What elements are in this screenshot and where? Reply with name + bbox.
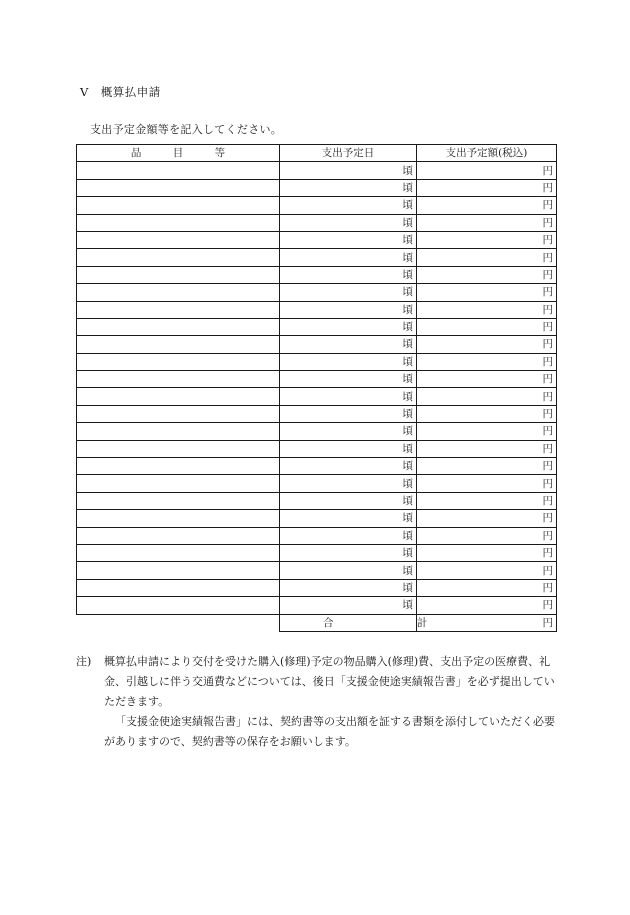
date-suffix: 頃 bbox=[402, 338, 413, 351]
table-row bbox=[77, 579, 557, 596]
amount-suffix: 円 bbox=[542, 268, 553, 281]
date-cell[interactable] bbox=[280, 527, 417, 544]
amount-cell[interactable] bbox=[417, 405, 557, 422]
amount-cell[interactable] bbox=[417, 458, 557, 475]
table-row bbox=[77, 423, 557, 440]
amount-suffix: 円 bbox=[542, 495, 553, 507]
date-suffix: 頃 bbox=[402, 390, 413, 403]
table-row bbox=[77, 388, 557, 405]
date-cell[interactable] bbox=[280, 562, 417, 579]
amount-cell[interactable] bbox=[417, 162, 557, 179]
date-cell[interactable] bbox=[280, 353, 417, 370]
date-cell[interactable] bbox=[280, 266, 417, 283]
table-row bbox=[77, 527, 557, 544]
item-cell[interactable] bbox=[77, 544, 280, 561]
amount-suffix: 円 bbox=[542, 321, 553, 334]
amount-cell[interactable] bbox=[417, 214, 557, 231]
total-label: 合 計 bbox=[280, 614, 417, 631]
date-cell[interactable] bbox=[280, 423, 417, 440]
date-suffix: 頃 bbox=[402, 408, 413, 421]
date-suffix: 頃 bbox=[402, 355, 413, 368]
date-cell[interactable] bbox=[280, 388, 417, 405]
amount-suffix: 円 bbox=[542, 216, 553, 229]
table-row bbox=[77, 197, 557, 214]
item-cell[interactable] bbox=[77, 353, 280, 370]
amount-suffix: 円 bbox=[542, 529, 553, 542]
note-paragraph-1: 概算払申請により交付を受けた購入(修理)予定の物品購入(修理)費、支出予定の医療費、礼金、引越しに伴う交通費などについては、後日「支援金使途実績報告書」を必ず提出していただきます。 bbox=[104, 655, 555, 708]
item-cell[interactable] bbox=[77, 423, 280, 440]
date-suffix: 頃 bbox=[402, 529, 413, 542]
instruction-text: 支出予定金額等を記入してください。 bbox=[90, 123, 283, 136]
table-row bbox=[77, 231, 557, 248]
amount-cell[interactable] bbox=[417, 336, 557, 353]
header-amount: 支出予定額(税込) bbox=[417, 145, 557, 162]
table-header-row bbox=[77, 145, 557, 162]
amount-cell[interactable] bbox=[417, 371, 557, 388]
section-heading bbox=[80, 84, 161, 100]
item-cell[interactable] bbox=[77, 440, 280, 457]
table-row bbox=[77, 562, 557, 579]
date-cell[interactable] bbox=[280, 301, 417, 318]
table-row bbox=[77, 510, 557, 527]
item-cell[interactable] bbox=[77, 266, 280, 283]
section-title: 概算払申請 bbox=[100, 85, 161, 99]
total-row bbox=[77, 614, 557, 631]
amount-suffix: 円 bbox=[542, 164, 553, 177]
amount-suffix: 円 bbox=[542, 599, 553, 612]
amount-cell[interactable] bbox=[417, 353, 557, 370]
date-cell[interactable] bbox=[280, 336, 417, 353]
table-row bbox=[77, 440, 557, 457]
date-suffix: 頃 bbox=[402, 216, 413, 229]
note-paragraph-2: 「支援金使途実績報告書」には、契約書等の支出額を証する書類を添付していただく必要がありますので、契約書等の保存をお願いします。 bbox=[104, 715, 555, 748]
item-cell[interactable] bbox=[77, 336, 280, 353]
date-suffix: 頃 bbox=[402, 181, 413, 194]
date-suffix: 頃 bbox=[402, 547, 413, 560]
date-cell[interactable] bbox=[280, 475, 417, 492]
date-cell[interactable] bbox=[280, 197, 417, 214]
amount-suffix: 円 bbox=[542, 181, 553, 194]
date-suffix: 頃 bbox=[402, 460, 413, 473]
item-cell[interactable] bbox=[77, 458, 280, 475]
amount-cell[interactable] bbox=[417, 179, 557, 196]
amount-suffix: 円 bbox=[542, 251, 553, 264]
amount-suffix: 円 bbox=[542, 355, 553, 368]
amount-cell[interactable] bbox=[417, 284, 557, 301]
table-row bbox=[77, 162, 557, 179]
item-cell[interactable] bbox=[77, 371, 280, 388]
amount-cell[interactable] bbox=[417, 579, 557, 596]
amount-cell[interactable] bbox=[417, 544, 557, 561]
date-suffix: 頃 bbox=[402, 564, 413, 577]
section-numeral: Ⅴ bbox=[80, 85, 89, 99]
expense-table bbox=[76, 144, 557, 632]
amount-cell[interactable] bbox=[417, 301, 557, 318]
date-cell[interactable] bbox=[280, 579, 417, 596]
date-cell[interactable] bbox=[280, 597, 417, 614]
item-cell[interactable] bbox=[77, 214, 280, 231]
item-cell[interactable] bbox=[77, 179, 280, 196]
item-cell[interactable] bbox=[77, 162, 280, 179]
amount-suffix: 円 bbox=[542, 477, 553, 490]
date-cell[interactable] bbox=[280, 371, 417, 388]
item-cell[interactable] bbox=[77, 579, 280, 596]
amount-cell[interactable] bbox=[417, 440, 557, 457]
date-suffix: 頃 bbox=[402, 321, 413, 334]
amount-cell[interactable] bbox=[417, 475, 557, 492]
amount-suffix: 円 bbox=[542, 234, 553, 247]
date-cell[interactable] bbox=[280, 162, 417, 179]
item-cell[interactable] bbox=[77, 527, 280, 544]
table-row bbox=[77, 249, 557, 266]
amount-cell[interactable] bbox=[417, 597, 557, 614]
table-row bbox=[77, 301, 557, 318]
amount-suffix: 円 bbox=[542, 303, 553, 316]
table-row bbox=[77, 371, 557, 388]
date-cell[interactable] bbox=[280, 214, 417, 231]
item-cell[interactable] bbox=[77, 562, 280, 579]
date-cell[interactable] bbox=[280, 440, 417, 457]
date-cell[interactable] bbox=[280, 231, 417, 248]
date-suffix: 頃 bbox=[402, 477, 413, 490]
table-row bbox=[77, 458, 557, 475]
header-items: 品 目 等 bbox=[77, 145, 280, 162]
amount-suffix: 円 bbox=[542, 460, 553, 473]
amount-suffix: 円 bbox=[542, 547, 553, 560]
amount-cell[interactable] bbox=[417, 388, 557, 405]
amount-suffix: 円 bbox=[542, 581, 553, 594]
amount-cell[interactable] bbox=[417, 423, 557, 440]
amount-suffix: 円 bbox=[542, 373, 553, 386]
date-cell[interactable] bbox=[280, 405, 417, 422]
date-suffix: 頃 bbox=[402, 442, 413, 455]
table-row bbox=[77, 336, 557, 353]
amount-suffix: 円 bbox=[542, 390, 553, 403]
amount-cell[interactable] bbox=[417, 318, 557, 335]
table-row bbox=[77, 405, 557, 422]
item-cell[interactable] bbox=[77, 492, 280, 509]
date-suffix: 頃 bbox=[402, 268, 413, 281]
item-cell[interactable] bbox=[77, 475, 280, 492]
amount-suffix: 円 bbox=[542, 425, 553, 438]
item-cell[interactable] bbox=[77, 510, 280, 527]
date-cell[interactable] bbox=[280, 249, 417, 266]
table-row bbox=[77, 353, 557, 370]
item-cell[interactable] bbox=[77, 597, 280, 614]
table-row bbox=[77, 475, 557, 492]
amount-suffix: 円 bbox=[542, 286, 553, 299]
item-cell[interactable] bbox=[77, 405, 280, 422]
date-suffix: 頃 bbox=[402, 286, 413, 299]
item-cell[interactable] bbox=[77, 197, 280, 214]
item-cell[interactable] bbox=[77, 284, 280, 301]
date-suffix: 頃 bbox=[402, 251, 413, 264]
amount-cell[interactable] bbox=[417, 510, 557, 527]
date-suffix: 頃 bbox=[402, 599, 413, 612]
date-cell[interactable] bbox=[280, 510, 417, 527]
item-cell[interactable] bbox=[77, 231, 280, 248]
amount-cell[interactable] bbox=[417, 249, 557, 266]
amount-suffix: 円 bbox=[542, 199, 553, 212]
table-row bbox=[77, 544, 557, 561]
date-suffix: 頃 bbox=[402, 234, 413, 247]
table-row bbox=[77, 179, 557, 196]
header-date: 支出予定日 bbox=[280, 145, 417, 162]
date-suffix: 頃 bbox=[402, 199, 413, 212]
table-row bbox=[77, 492, 557, 509]
date-cell[interactable] bbox=[280, 179, 417, 196]
amount-cell[interactable] bbox=[417, 231, 557, 248]
date-cell[interactable] bbox=[280, 284, 417, 301]
item-cell[interactable] bbox=[77, 249, 280, 266]
item-cell[interactable] bbox=[77, 388, 280, 405]
table-row bbox=[77, 284, 557, 301]
date-suffix: 頃 bbox=[402, 495, 413, 507]
date-cell[interactable] bbox=[280, 492, 417, 509]
amount-cell[interactable] bbox=[417, 266, 557, 283]
table-row bbox=[77, 597, 557, 614]
item-cell[interactable] bbox=[77, 301, 280, 318]
amount-cell[interactable] bbox=[417, 492, 557, 509]
date-cell[interactable] bbox=[280, 458, 417, 475]
table-row bbox=[77, 318, 557, 335]
date-suffix: 頃 bbox=[402, 425, 413, 438]
date-suffix: 頃 bbox=[402, 512, 413, 525]
note-mark: 注) bbox=[76, 655, 92, 668]
date-cell[interactable] bbox=[280, 544, 417, 561]
amount-cell[interactable] bbox=[417, 562, 557, 579]
total-spacer bbox=[77, 614, 280, 631]
date-suffix: 頃 bbox=[402, 303, 413, 316]
date-suffix: 頃 bbox=[402, 373, 413, 386]
amount-cell[interactable] bbox=[417, 197, 557, 214]
table-row bbox=[77, 266, 557, 283]
amount-suffix: 円 bbox=[542, 408, 553, 421]
amount-suffix: 円 bbox=[542, 564, 553, 577]
table-body bbox=[77, 162, 557, 614]
date-suffix: 頃 bbox=[402, 164, 413, 177]
total-amount-suffix: 円 bbox=[542, 616, 553, 629]
item-cell[interactable] bbox=[77, 318, 280, 335]
date-cell[interactable] bbox=[280, 318, 417, 335]
date-suffix: 頃 bbox=[402, 581, 413, 594]
amount-suffix: 円 bbox=[542, 512, 553, 525]
table-row bbox=[77, 214, 557, 231]
amount-suffix: 円 bbox=[542, 338, 553, 351]
amount-suffix: 円 bbox=[542, 442, 553, 455]
amount-cell[interactable] bbox=[417, 527, 557, 544]
note-block bbox=[76, 652, 560, 752]
